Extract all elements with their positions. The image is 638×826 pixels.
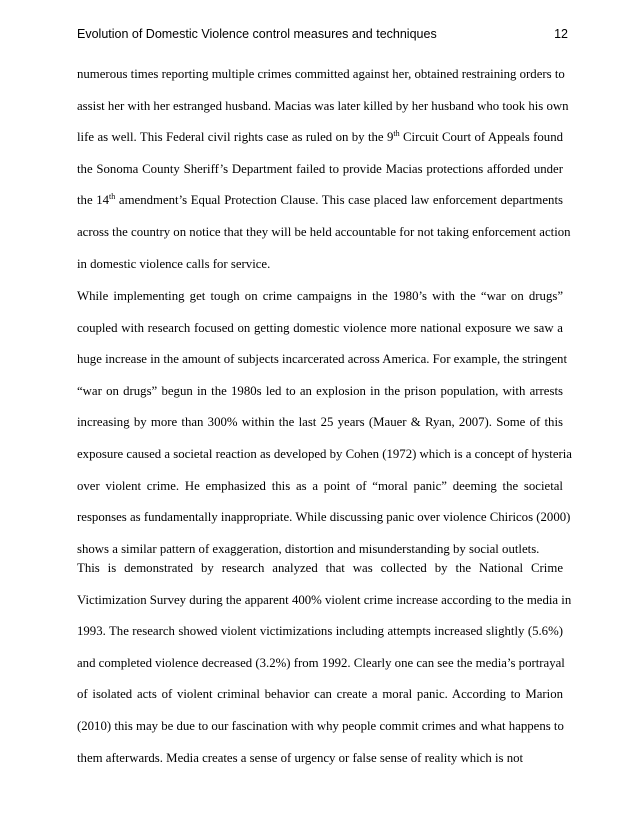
text-line: numerous times reporting multiple crimes committed against her, obtained restraining orders to bbox=[77, 67, 565, 81]
text-line: (2010) this may be due to our fascination with why people commit crimes and what happens to bbox=[77, 718, 564, 733]
text-line: life as well. This Federal civil rights case as ruled on by the 9th Circuit Court of Appeals found bbox=[77, 129, 564, 145]
text-line: Victimization Survey during the apparent 400% violent crime increase according to the media in bbox=[77, 592, 572, 607]
text-line: in domestic violence calls for service. bbox=[77, 256, 271, 271]
text-line: the 14th amendment’s Equal Protection Clause. This case placed law enforcement departments bbox=[77, 192, 563, 208]
paragraph-crime-victimization-survey bbox=[77, 560, 572, 781]
text-line: exposure caused a societal reaction as developed by Cohen (1972) which is a concept of hysteria bbox=[77, 446, 572, 461]
text-line: responses as fundamentally inappropriate. While discussing panic over violence Chiricos (2000) bbox=[77, 510, 571, 525]
text-line: them afterwards. Media creates a sense of urgency or false sense of reality which is not bbox=[77, 750, 524, 765]
text-line: assist her with her estranged husband. Macias was later killed by her husband who took his own bbox=[77, 98, 569, 113]
running-header bbox=[77, 26, 568, 42]
text-line: “war on drugs” begun in the 1980s led to an explosion in the prison population, with arrests bbox=[77, 383, 563, 398]
text-line: of isolated acts of violent criminal behavior can create a moral panic. According to Marion bbox=[77, 687, 563, 702]
text-line: the Sonoma County Sheriff’s Department failed to provide Macias protections afforded under bbox=[77, 161, 563, 176]
text-line: huge increase in the amount of subjects incarcerated across America. For example, the stringent bbox=[77, 352, 568, 367]
text-line: 1993. The research showed violent victimizations including attempts increased slightly (5.6%) bbox=[77, 624, 563, 639]
paragraph-macias-case bbox=[77, 66, 571, 287]
paragraph-war-on-drugs bbox=[77, 288, 572, 572]
running-title: Evolution of Domestic Violence control measures and techniques bbox=[77, 27, 437, 41]
text-line: While implementing get tough on crime campaigns in the 1980’s with the “war on drugs” bbox=[77, 289, 563, 303]
ordinal-superscript: th bbox=[393, 129, 400, 139]
text-line: This is demonstrated by research analyzed that was collected by the National Crime bbox=[77, 561, 563, 575]
text-line: increasing by more than 300% within the last 25 years (Mauer & Ryan, 2007). Some of this bbox=[77, 415, 563, 430]
text-line: over violent crime. He emphasized this as a point of “moral panic” deeming the societal bbox=[77, 478, 563, 493]
text-line: shows a similar pattern of exaggeration, distortion and misunderstanding by social outlets. bbox=[77, 541, 540, 556]
text-line: across the country on notice that they will be held accountable for not taking enforcement action bbox=[77, 224, 571, 239]
text-line: coupled with research focused on getting domestic violence more national exposure we saw a bbox=[77, 320, 563, 335]
ordinal-superscript: th bbox=[109, 192, 116, 202]
text-line: and completed violence decreased (3.2%) from 1992. Clearly one can see the media’s portrayal bbox=[77, 655, 565, 670]
page-number: 12 bbox=[554, 27, 568, 41]
